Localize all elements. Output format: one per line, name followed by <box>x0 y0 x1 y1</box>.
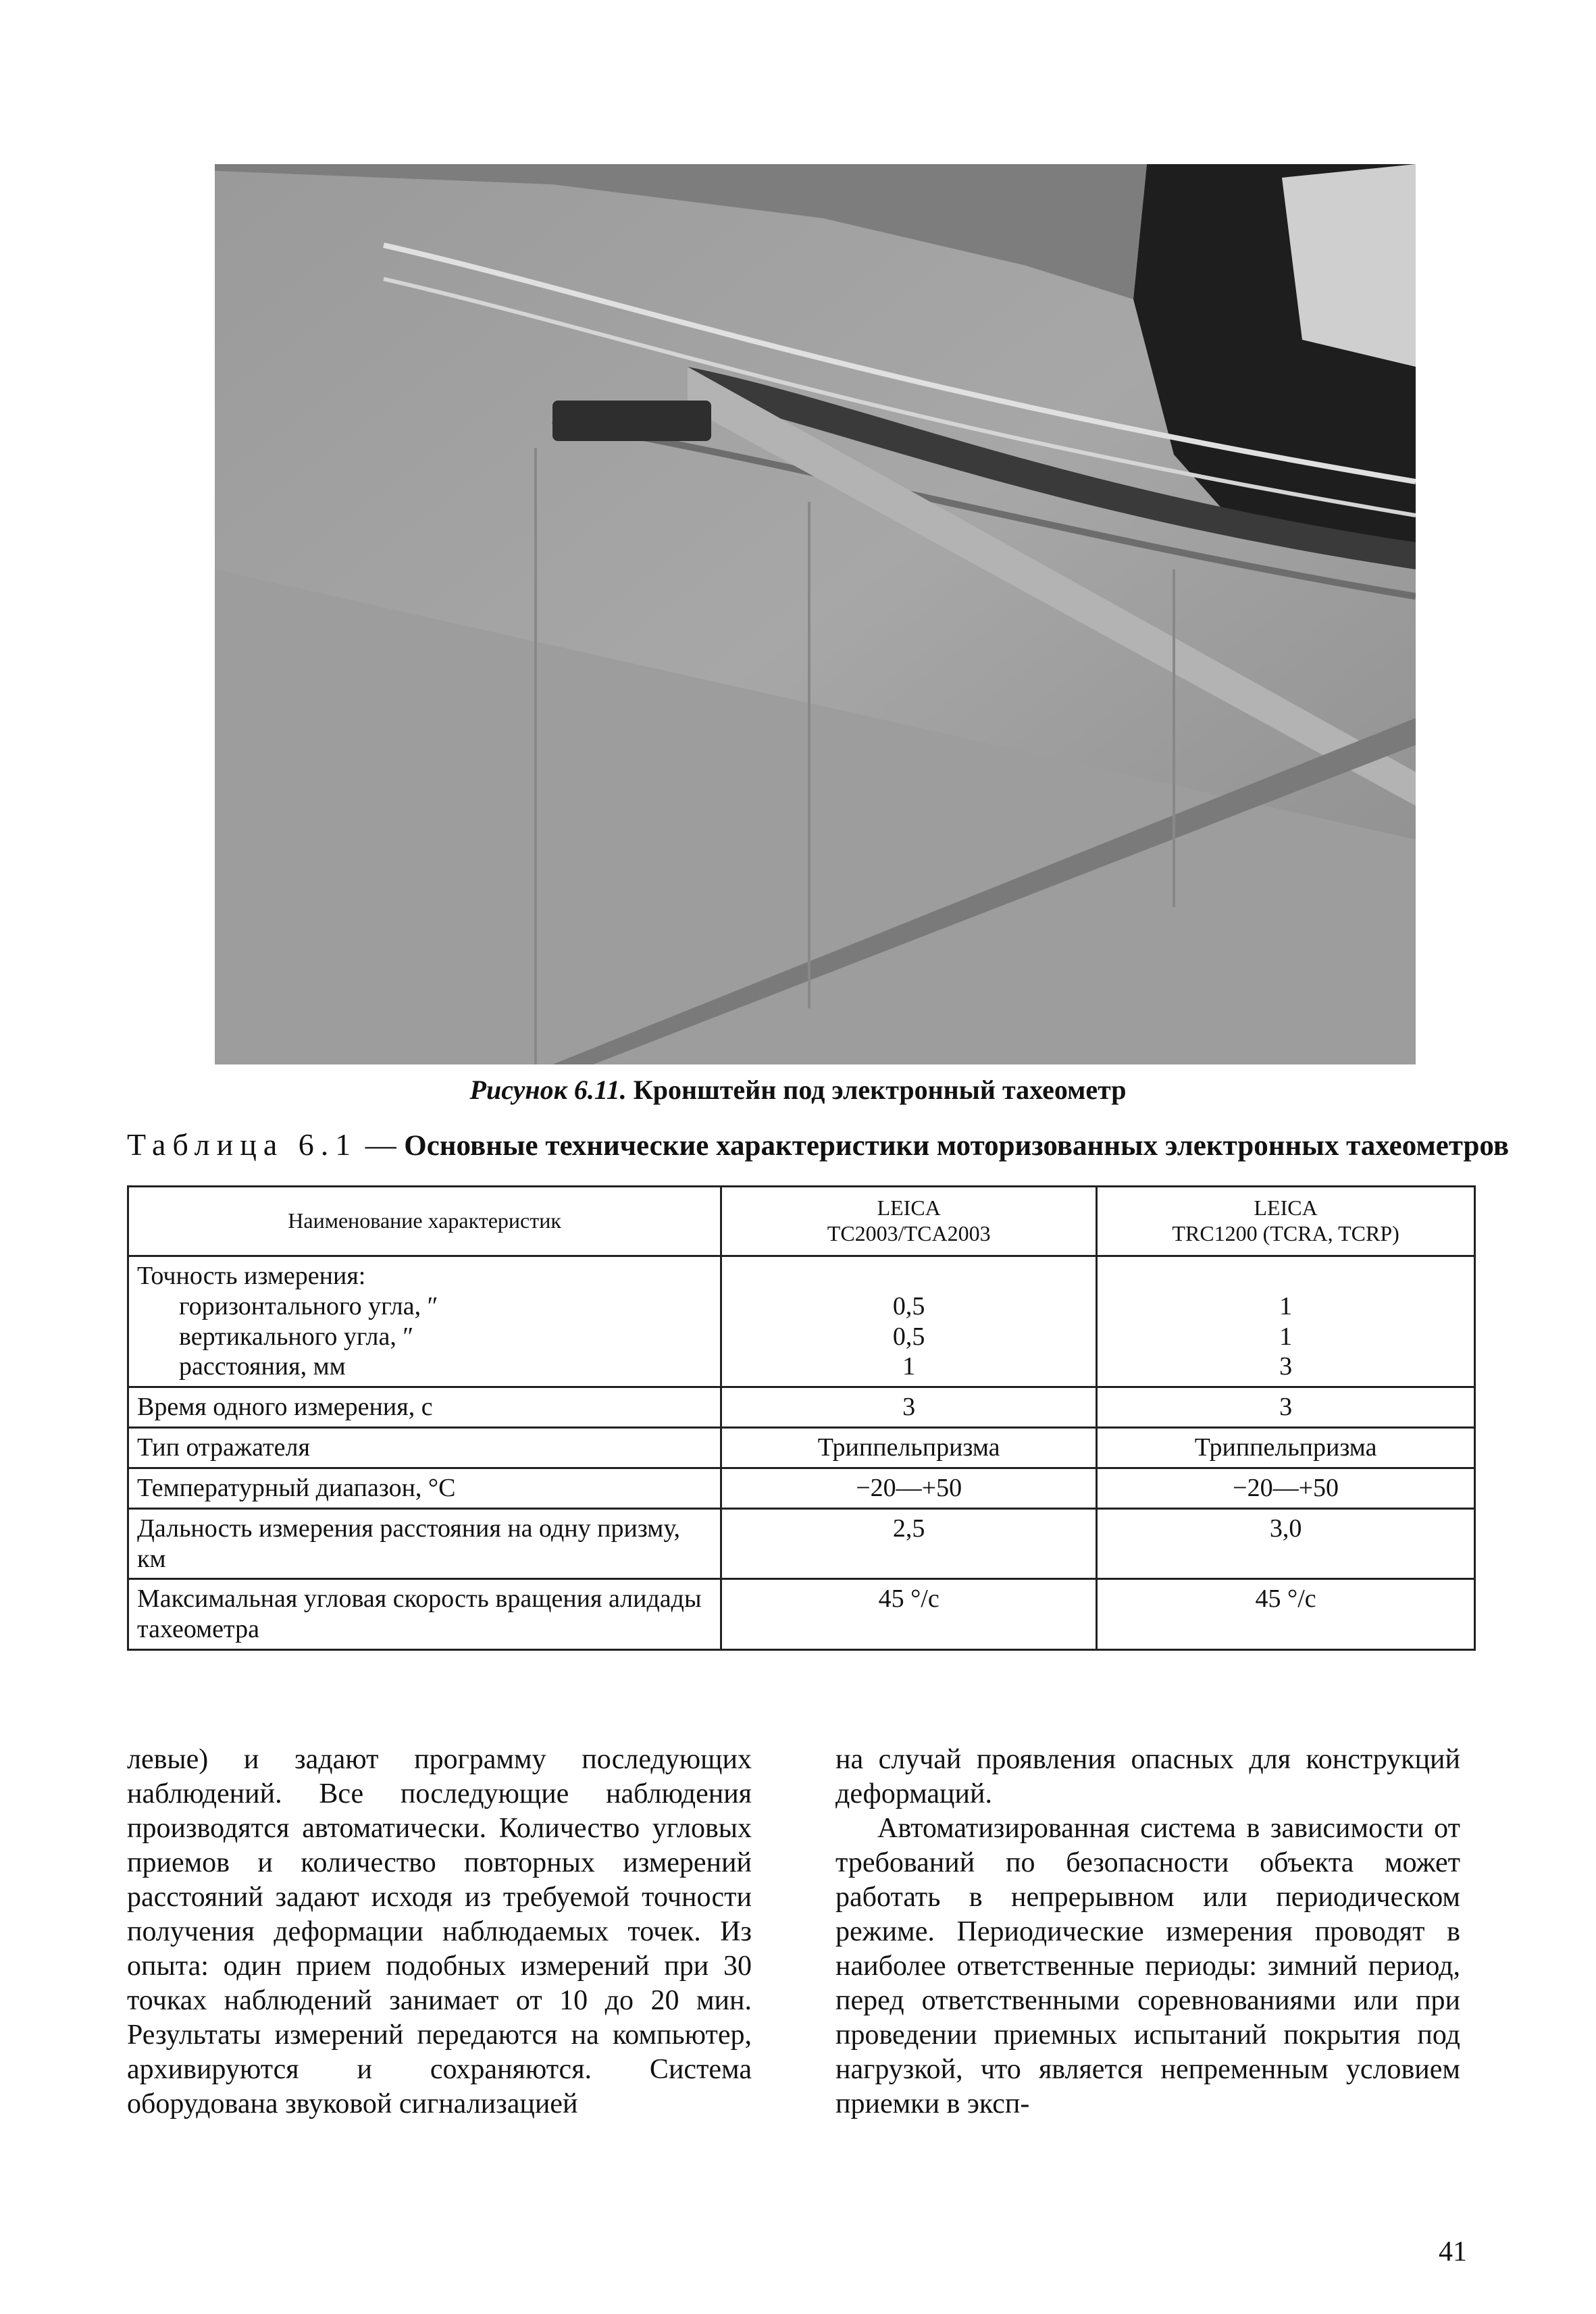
table-row <box>128 1508 1475 1579</box>
table-title <box>127 1127 1510 1162</box>
stadium-wall-photo <box>215 164 1416 1064</box>
figure-caption-text: Кронштейн под электронный тахеометр <box>633 1075 1127 1105</box>
accuracy-col2-cell <box>1097 1256 1475 1387</box>
right-text-column <box>835 1743 1460 2122</box>
page-number: 41 <box>1439 2236 1467 2267</box>
right-paragraph-2: Автоматизированная система в зависимости от требований по безопасности объекта может работать в непрерывном или периодическом режиме. Периодические измерения проводят в наиболее ответственные периоды: зимний период, перед ответственными соревнованиями или при проведении приемных испытаний покрытия под нагрузкой, что является непременным условием приемки в эксп- <box>835 1813 1460 2119</box>
row-label: Дальность измерения расстояния на одну призму, км <box>128 1508 721 1579</box>
table-title-dash: — <box>357 1127 405 1162</box>
row-col1-value: 45 °/с <box>721 1579 1097 1650</box>
table-row-accuracy <box>128 1256 1475 1387</box>
header-col2-line1: LEICA <box>1254 1195 1318 1220</box>
header-col2-line2: TRC1200 (TCRA, TCRP) <box>1172 1221 1399 1245</box>
figure-caption <box>0 1074 1596 1106</box>
accuracy-col1-v: 0,5 <box>892 1322 925 1351</box>
row-label: Время одного измерения, с <box>128 1387 721 1428</box>
left-text-column <box>127 1743 752 2122</box>
header-col1-line1: LEICA <box>877 1195 941 1220</box>
header-col1-line2: TC2003/TCA2003 <box>827 1221 991 1245</box>
table-title-text: Основные технические характеристики моторизованных электронных тахеометров <box>404 1130 1510 1162</box>
table-row <box>128 1387 1475 1428</box>
table-row <box>128 1428 1475 1468</box>
row-col2-value: 3 <box>1097 1387 1475 1428</box>
header-name: Наименование характеристик <box>128 1187 721 1256</box>
accuracy-distance-label: расстояния, мм <box>179 1352 346 1381</box>
row-col2-value: 3,0 <box>1097 1508 1475 1579</box>
figure-photo <box>215 164 1416 1064</box>
accuracy-col2-h: 1 <box>1279 1291 1293 1320</box>
accuracy-col1-d: 1 <box>902 1352 916 1381</box>
row-col2-value: Триппельпризма <box>1097 1428 1475 1468</box>
row-col2-value: 45 °/с <box>1097 1579 1475 1650</box>
row-col1-value: Триппельпризма <box>721 1428 1097 1468</box>
right-paragraph-1: на случай проявления опасных для конструкций деформаций. <box>835 1744 1460 1809</box>
accuracy-horizontal-label: горизонтального угла, ″ <box>179 1291 438 1320</box>
accuracy-col1-cell <box>721 1256 1097 1387</box>
accuracy-col2-v: 1 <box>1279 1322 1293 1351</box>
row-label: Максимальная угловая скорость вращения алидады тахеометра <box>128 1579 721 1650</box>
accuracy-vertical-label: вертикального угла, ″ <box>179 1322 414 1351</box>
row-label: Температурный диапазон, °С <box>128 1468 721 1508</box>
specs-table <box>127 1185 1476 1651</box>
table-title-prefix: Таблица 6.1 <box>127 1127 358 1162</box>
accuracy-col1-h: 0,5 <box>892 1291 925 1320</box>
table-header-row <box>128 1187 1475 1256</box>
left-paragraph: левые) и задают программу последующих наблюдений. Все последующие наблюдения производятся автоматически. Количество угловых приемов и количество повторных измерений расстояний задают исходя из требуемой точности получения деформации наблюдаемых точек. Из опыта: один прием подобных измерений при 30 точках наблюдений занимает от 10 до 20 мин. Результаты измерений передаются на компьютер, архивируются и сохраняются. Система оборудована звуковой сигнализацией <box>127 1744 752 2119</box>
header-leica-trc1200 <box>1097 1187 1475 1256</box>
row-col1-value: 2,5 <box>721 1508 1097 1579</box>
table-row <box>128 1468 1475 1508</box>
figure-caption-number: Рисунок 6.11. <box>469 1075 627 1105</box>
row-col1-value: −20—+50 <box>721 1468 1097 1508</box>
accuracy-label: Точность измерения: <box>137 1262 366 1290</box>
row-label: Тип отражателя <box>128 1428 721 1468</box>
row-col2-value: −20—+50 <box>1097 1468 1475 1508</box>
accuracy-col2-d: 3 <box>1279 1352 1293 1381</box>
accuracy-label-cell <box>128 1256 721 1387</box>
table-row <box>128 1579 1475 1650</box>
header-leica-tc2003 <box>721 1187 1097 1256</box>
row-col1-value: 3 <box>721 1387 1097 1428</box>
